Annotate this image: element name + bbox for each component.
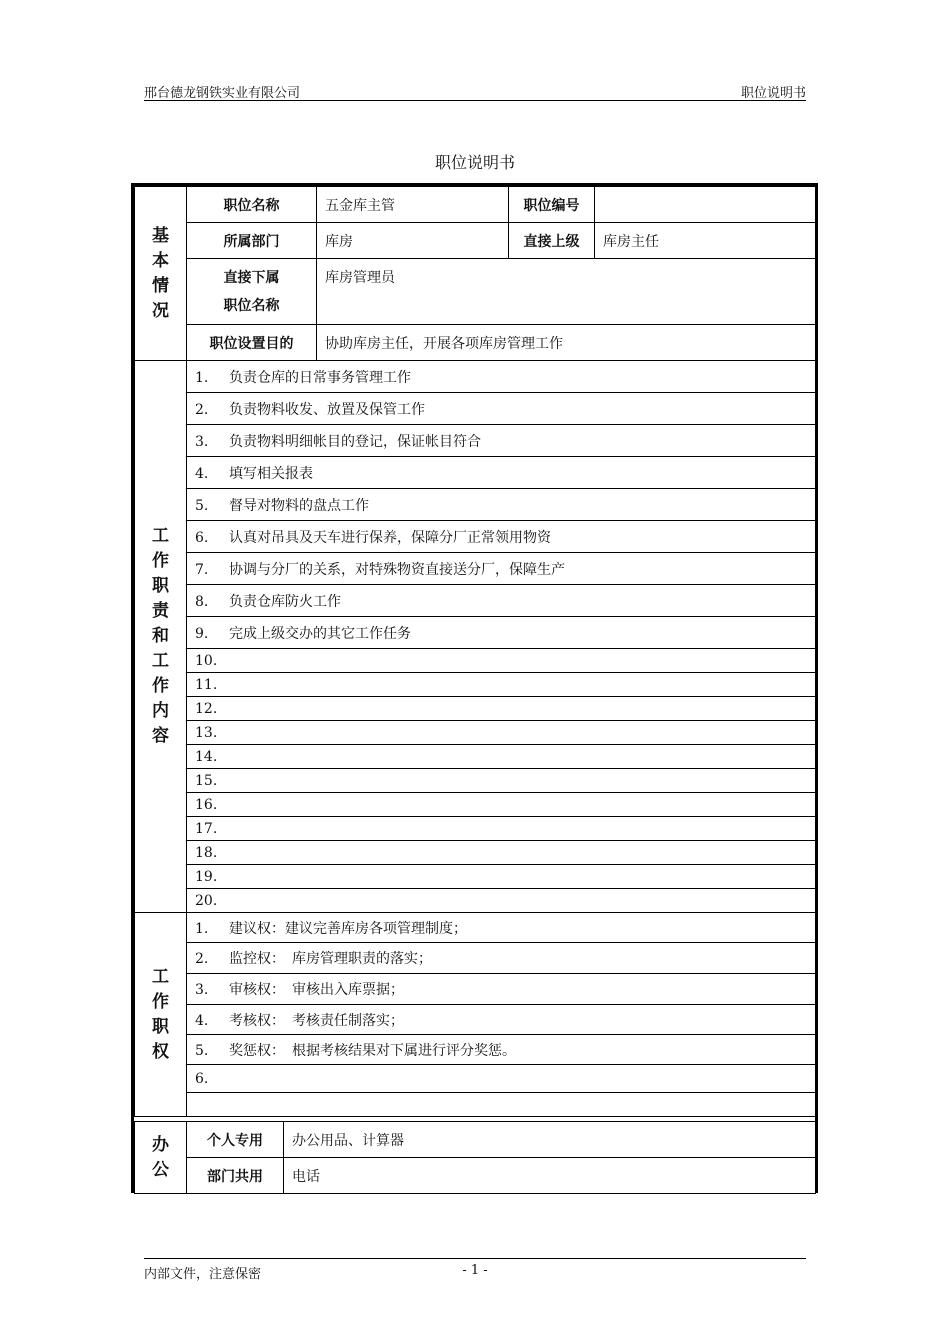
duties-row — [135, 553, 816, 585]
duties-row — [135, 721, 816, 745]
shared-use-label: 部门共用 — [187, 1158, 284, 1194]
personal-use-label: 个人专用 — [187, 1122, 284, 1158]
duties-item-number: 2. — [195, 401, 209, 418]
duties-item — [187, 393, 816, 425]
subordinate-label: 直接下属 职位名称 — [187, 259, 317, 325]
duties-item — [187, 841, 816, 865]
duties-item — [187, 649, 816, 673]
authority-item — [187, 943, 816, 974]
duties-item-number: 16. — [195, 796, 218, 813]
authority-row — [135, 913, 816, 943]
purpose-label: 职位设置目的 — [187, 325, 317, 361]
duties-item — [187, 553, 816, 585]
duties-item — [187, 721, 816, 745]
duties-item — [187, 585, 816, 617]
duties-row — [135, 697, 816, 721]
authority-item-text: 考核权： 考核责任制落实； — [229, 1012, 404, 1029]
section-duties-label: 工 作 职 责 和 工 作 内 容 — [135, 361, 187, 913]
position-name-value: 五金库主管 — [317, 187, 509, 223]
duties-item-text: 负责仓库防火工作 — [229, 593, 341, 610]
authority-item-number: 6. — [195, 1070, 209, 1087]
duties-item-text: 完成上级交办的其它工作任务 — [229, 625, 411, 642]
duties-item-number: 8. — [195, 593, 209, 610]
page-number: - 1 - — [462, 1263, 488, 1278]
authority-row — [135, 974, 816, 1005]
duties-item-number: 10. — [195, 652, 218, 669]
duties-row — [135, 521, 816, 553]
position-name-label: 职位名称 — [187, 187, 317, 223]
duties-row — [135, 793, 816, 817]
duties-item-number: 11. — [195, 676, 218, 693]
header-doc-type: 职位说明书 — [740, 86, 806, 101]
position-code-label: 职位编号 — [509, 187, 595, 223]
duties-item-number: 19. — [195, 868, 218, 885]
authority-item-text: 监控权： 库房管理职责的落实； — [229, 951, 432, 967]
duties-row — [135, 425, 816, 457]
duties-row — [135, 865, 816, 889]
authority-item-text: 建议权：建议完善库房各项管理制度； — [229, 920, 467, 937]
authority-row — [135, 943, 816, 974]
authority-item — [187, 974, 816, 1005]
authority-row — [135, 1093, 816, 1117]
department-label: 所属部门 — [187, 223, 317, 259]
duties-row — [135, 617, 816, 649]
duties-row — [135, 585, 816, 617]
authority-item — [187, 1035, 816, 1065]
job-description-form — [131, 183, 818, 1193]
duties-item-number: 5. — [195, 497, 209, 514]
authority-item — [187, 1065, 816, 1093]
duties-item — [187, 793, 816, 817]
authority-item — [187, 913, 816, 943]
duties-item-number: 17. — [195, 820, 218, 837]
section-office-label: 办 公 — [135, 1122, 187, 1194]
duties-row — [135, 393, 816, 425]
office-table — [134, 1121, 816, 1194]
authority-item — [187, 1005, 816, 1035]
duties-item — [187, 617, 816, 649]
duties-row — [135, 889, 816, 913]
authority-item-text: 审核权： 审核出入库票据； — [229, 982, 404, 998]
duties-item — [187, 425, 816, 457]
authority-item-number: 4. — [195, 1012, 209, 1029]
duties-item — [187, 889, 816, 913]
duties-item-text: 协调与分厂的关系，对特殊物资直接送分厂，保障生产 — [229, 561, 565, 578]
authority-row — [135, 1035, 816, 1065]
duties-item — [187, 769, 816, 793]
duties-item-text: 负责物料收发、放置及保管工作 — [229, 401, 425, 418]
duties-row — [135, 817, 816, 841]
duties-item-number: 4. — [195, 465, 209, 482]
company-name: 邢台德龙钢铁实业有限公司 — [144, 86, 301, 101]
basic-info-table — [134, 186, 816, 361]
duties-row — [135, 457, 816, 489]
duties-item-text: 负责物料明细帐目的登记，保证帐目符合 — [229, 433, 481, 450]
duties-item-text: 督导对物料的盘点工作 — [229, 497, 369, 514]
authority-item-number: 5. — [195, 1042, 209, 1059]
duties-item — [187, 521, 816, 553]
department-value: 库房 — [317, 223, 509, 259]
section-authority-label: 工 作 职 权 — [135, 913, 187, 1117]
duties-table — [134, 360, 816, 913]
subordinate-value: 库房管理员 — [317, 259, 816, 325]
duties-row — [135, 769, 816, 793]
superior-value: 库房主任 — [595, 223, 816, 259]
duties-item-number: 13. — [195, 724, 218, 741]
duties-row — [135, 673, 816, 697]
personal-use-value: 办公用品、计算器 — [284, 1122, 816, 1158]
authority-item-number: 3. — [195, 982, 209, 998]
duties-row — [135, 745, 816, 769]
authority-row — [135, 1065, 816, 1093]
duties-item-text: 负责仓库的日常事务管理工作 — [229, 369, 411, 386]
duties-item-number: 7. — [195, 561, 209, 578]
authority-item — [187, 1093, 816, 1117]
duties-item-text: 填写相关报表 — [229, 465, 313, 482]
duties-item-text: 认真对吊具及天车进行保养，保障分厂正常领用物资 — [229, 529, 551, 546]
duties-row — [135, 489, 816, 521]
document-title: 职位说明书 — [434, 153, 515, 172]
duties-row — [135, 649, 816, 673]
duties-item-number: 12. — [195, 700, 218, 717]
shared-use-value: 电话 — [284, 1158, 816, 1194]
duties-row — [135, 841, 816, 865]
duties-item-number: 6. — [195, 529, 209, 546]
duties-item-number: 1. — [195, 369, 209, 386]
purpose-value: 协助库房主任，开展各项库房管理工作 — [317, 325, 816, 361]
duties-item-number: 14. — [195, 748, 218, 765]
confidential-note: 内部文件，注意保密 — [144, 1267, 262, 1282]
duties-item-number: 20. — [195, 892, 218, 909]
duties-item — [187, 745, 816, 769]
duties-item-number: 18. — [195, 844, 218, 861]
position-code-value — [595, 187, 816, 223]
duties-item-number: 3. — [195, 433, 209, 450]
duties-item-number: 9. — [195, 625, 209, 642]
authority-item-text: 奖惩权： 根据考核结果对下属进行评分奖惩。 — [229, 1042, 516, 1059]
duties-item — [187, 673, 816, 697]
page-header — [144, 80, 806, 101]
page-footer — [144, 1258, 806, 1283]
duties-row — [135, 361, 816, 393]
duties-item — [187, 457, 816, 489]
authority-item-number: 2. — [195, 951, 209, 967]
duties-item-number: 15. — [195, 772, 218, 789]
duties-item — [187, 361, 816, 393]
duties-item — [187, 489, 816, 521]
duties-item — [187, 817, 816, 841]
authority-item-number: 1. — [195, 920, 209, 937]
duties-item — [187, 865, 816, 889]
superior-label: 直接上级 — [509, 223, 595, 259]
section-basic-label: 基 本 情 况 — [135, 187, 187, 361]
authority-table — [134, 912, 816, 1117]
authority-row — [135, 1005, 816, 1035]
duties-item — [187, 697, 816, 721]
